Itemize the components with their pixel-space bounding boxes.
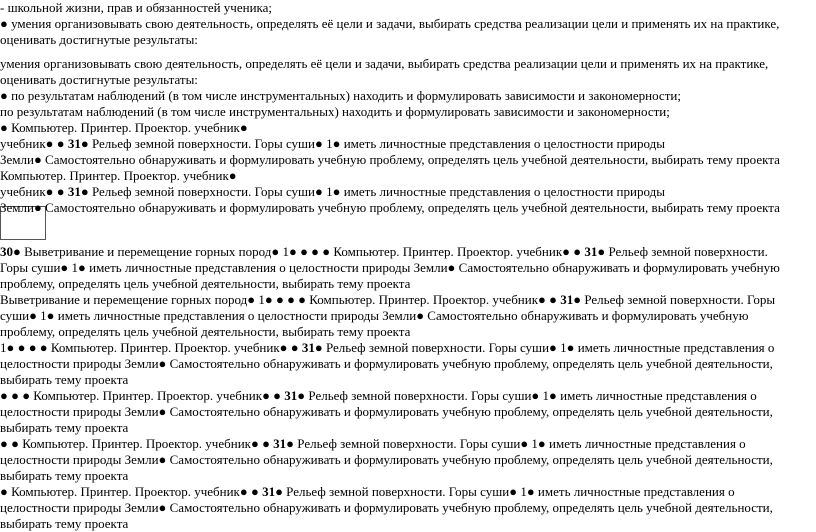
text-run: целостности природы Земли● Самостоятельно обнаруживать и формулировать учебную проблему, определять цель учебной деятельности, <box>0 500 773 515</box>
bold-number: 31 <box>301 340 315 355</box>
text-run: ● ● ● Компьютер. Принтер. Проектор. учебник● ● <box>0 388 285 403</box>
text-line <box>0 200 812 216</box>
text-run: ● Рельеф земной поверхности. Горы суши● 1● иметь личностные представления о целостности природы <box>80 136 665 151</box>
text-line <box>0 104 812 120</box>
text-run: 1● ● ● ● Компьютер. Принтер. Проектор. учебник● ● <box>0 340 302 355</box>
text-line <box>0 516 812 532</box>
text-line <box>0 484 812 500</box>
text-run: учебник● ● <box>0 136 68 151</box>
text-run: по результатам наблюдений (в том числе инструментальных) находить и формулировать зависимости и закономерности; <box>0 104 670 119</box>
text-run: ● Рельеф земной поверхности. Горы суши● 1● иметь личностные представления о <box>314 340 775 355</box>
text-run: ● Рельеф земной поверхности. Горы <box>573 292 776 307</box>
text-run: - школьной жизни, прав и обязанностей ученика; <box>0 0 273 15</box>
text-line <box>0 168 812 184</box>
text-run: умения организовывать свою деятельность, определять её цели и задачи, выбирать средства реализации цели и применять их на практике, <box>0 56 769 71</box>
text-line <box>0 356 812 372</box>
text-line <box>0 388 812 404</box>
text-run: ● Компьютер. Принтер. Проектор. учебник● <box>0 120 248 135</box>
text-line <box>0 404 812 420</box>
text-line <box>0 292 812 308</box>
bold-number: 31 <box>584 244 598 259</box>
text-line <box>0 372 812 388</box>
text-run: выбирать тему проекта <box>0 468 129 483</box>
text-run: выбирать тему проекта <box>0 372 129 387</box>
text-run: оценивать достигнутые результаты: <box>0 72 198 87</box>
text-run: целостности природы Земли● Самостоятельно обнаруживать и формулировать учебную проблему, определять цель учебной деятельности, <box>0 404 773 419</box>
text-run: ● Рельеф земной поверхности. Горы суши● 1● иметь личностные представления о целостности природы <box>80 184 665 199</box>
text-run: Горы суши● 1● иметь личностные представления о целостности природы Земли● Самостоятельно обнаруживать и формулировать учебную <box>0 260 780 275</box>
text-run: Компьютер. Принтер. Проектор. учебник● <box>0 168 237 183</box>
text-line <box>0 324 812 340</box>
text-run: учебник● ● <box>0 184 68 199</box>
text-line <box>0 0 812 16</box>
bold-number: 31 <box>262 484 276 499</box>
text-run: ● ● Компьютер. Принтер. Проектор. учебник● ● <box>0 436 274 451</box>
text-run: проблему, определять цель учебной деятельности, выбирать тему проекта <box>0 324 411 339</box>
text-run: Земли● Самостоятельно обнаруживать и формулировать учебную проблему, определять цель учебной деятельности, выбирать тему проекта <box>0 200 780 215</box>
text-line <box>0 16 812 32</box>
text-line <box>0 72 812 88</box>
text-line <box>0 500 812 516</box>
text-run: ● умения организовывать свою деятельность, определять её цели и задачи, выбирать средства реализации цели и применять их на практике, <box>0 16 780 31</box>
text-line <box>0 308 812 324</box>
text-line <box>0 260 812 276</box>
text-line <box>0 88 812 104</box>
text-line <box>0 276 812 292</box>
text-line <box>0 244 812 260</box>
text-line <box>0 184 812 200</box>
text-run: ● Выветривание и перемещение горных пород● 1● ● ● ● Компьютер. Принтер. Проектор. учебник● ● <box>13 244 585 259</box>
text-line <box>0 436 812 452</box>
text-run: ● Компьютер. Принтер. Проектор. учебник● ● <box>0 484 263 499</box>
text-line <box>0 32 812 48</box>
bold-number: 31 <box>67 136 81 151</box>
text-line <box>0 452 812 468</box>
text-run: Выветривание и перемещение горных пород● 1● ● ● ● Компьютер. Принтер. Проектор. учебник● ● <box>0 292 561 307</box>
bold-number: 31 <box>560 292 574 307</box>
text-run: выбирать тему проекта <box>0 516 129 531</box>
text-line <box>0 152 812 168</box>
text-run: ● Рельеф земной поверхности. <box>597 244 768 259</box>
bold-number: 30 <box>0 244 13 259</box>
text-line <box>0 120 812 136</box>
text-run: Земли● Самостоятельно обнаруживать и формулировать учебную проблему, определять цель учебной деятельности, выбирать тему проекта <box>0 152 780 167</box>
text-run: выбирать тему проекта <box>0 420 129 435</box>
text-line <box>0 468 812 484</box>
text-line <box>0 136 812 152</box>
text-run: оценивать достигнутые результаты: <box>0 32 198 47</box>
text-run: ● Рельеф земной поверхности. Горы суши● 1● иметь личностные представления о <box>286 436 746 451</box>
text-run: суши● 1● иметь личностные представления о целостности природы Земли● Самостоятельно обнаруживать и формулировать учебную <box>0 308 749 323</box>
text-run: ● Рельеф земной поверхности. Горы суши● 1● иметь личностные представления о <box>275 484 735 499</box>
bold-number: 31 <box>273 436 287 451</box>
text-line <box>0 56 812 72</box>
text-run: ● Рельеф земной поверхности. Горы суши● 1● иметь личностные представления о <box>297 388 757 403</box>
bold-number: 31 <box>284 388 298 403</box>
text-run: ● по результатам наблюдений (в том числе инструментальных) находить и формулировать зависимости и закономерности; <box>0 88 681 103</box>
text-line <box>0 420 812 436</box>
bold-number: 31 <box>67 184 81 199</box>
text-run: проблему, определять цель учебной деятельности, выбирать тему проекта <box>0 276 411 291</box>
text-run: целостности природы Земли● Самостоятельно обнаруживать и формулировать учебную проблему, определять цель учебной деятельности, <box>0 356 773 371</box>
text-line <box>0 340 812 356</box>
text-run: целостности природы Земли● Самостоятельно обнаруживать и формулировать учебную проблему, определять цель учебной деятельности, <box>0 452 773 467</box>
